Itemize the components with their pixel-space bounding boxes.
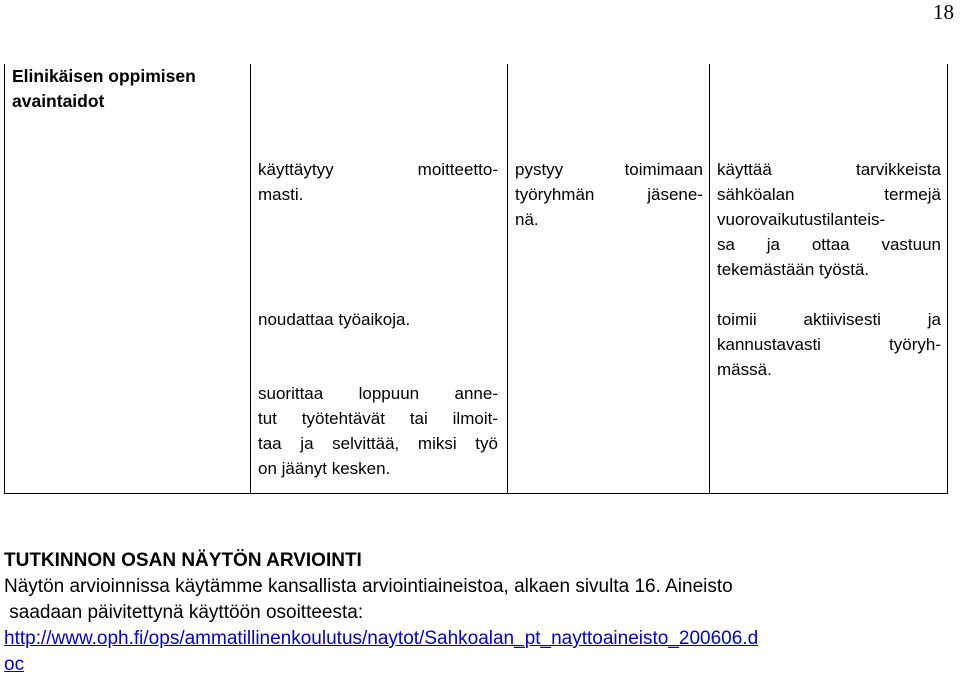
assessment-material-link[interactable]: http://www.oph.fi/ops/ammatillinenkoulutus/naytot/Sahkoalan_pt_nayttoaineisto_200606.d [4,628,759,649]
col2-block1 [258,157,498,207]
col3-block1-line: nä. [515,210,539,229]
section-body-line1: Näytön arvioinnissa käytämme kansallista arviointiaineistoa, alkaen sivulta 16. Aineisto [4,576,733,597]
col2-block1-line: masti. [258,185,304,204]
page-number: 18 [933,0,954,24]
col2-block3 [258,381,498,481]
section-body-line2: saadaan päivitettynä käyttöön osoitteesta: [4,602,364,623]
col4-block2-line: mässä. [717,360,772,379]
col4-block1-line: tekemästään työstä. [717,260,870,279]
col4-block1 [717,157,941,282]
col4-block1-line: sähköalan termejä [717,185,941,204]
col2-block2 [258,307,498,332]
table-heading-text: Elinikäisen oppimisen avaintaidot [12,66,196,111]
col2-block3-line: on jäänyt kesken. [258,459,391,478]
assessment-section [4,548,954,678]
table-heading [12,64,248,114]
col4-block2 [717,307,941,382]
col2-block3-line: tut työtehtävät tai ilmoit- [258,409,498,428]
table-border-bottom [4,493,948,494]
criteria-table [4,64,948,494]
col2-block3-line: suorittaa loppuun anne- [258,384,498,403]
col4-block1-line: sa ja ottaa vastuun [717,235,941,254]
col4-block1-line: vuorovaikutustilanteis- [717,210,886,229]
section-title: TUTKINNON OSAN NÄYTÖN ARVIOINTI [4,550,362,571]
col3-block1-line: työryhmän jäsene- [515,185,703,204]
assessment-material-link-continued[interactable]: oc [4,654,25,675]
table-divider-1 [250,64,251,494]
table-divider-2 [507,64,508,494]
table-border-left [4,64,5,494]
col2-block1-line: käyttäytyy moitteetto- [258,160,498,179]
col4-block2-line: toimii aktiivisesti ja [717,310,941,329]
col4-block2-line: kannustavasti työryh- [717,335,941,354]
col3-block1-line: pystyy toimimaan [515,160,703,179]
col3-block1 [515,157,703,232]
col2-block2-line: noudattaa työaikoja. [258,310,411,329]
table-divider-3 [709,64,710,494]
col2-block3-line: taa ja selvittää, miksi työ [258,434,498,453]
table-border-right [947,64,948,494]
col4-block1-line: käyttää tarvikkeista [717,160,941,179]
